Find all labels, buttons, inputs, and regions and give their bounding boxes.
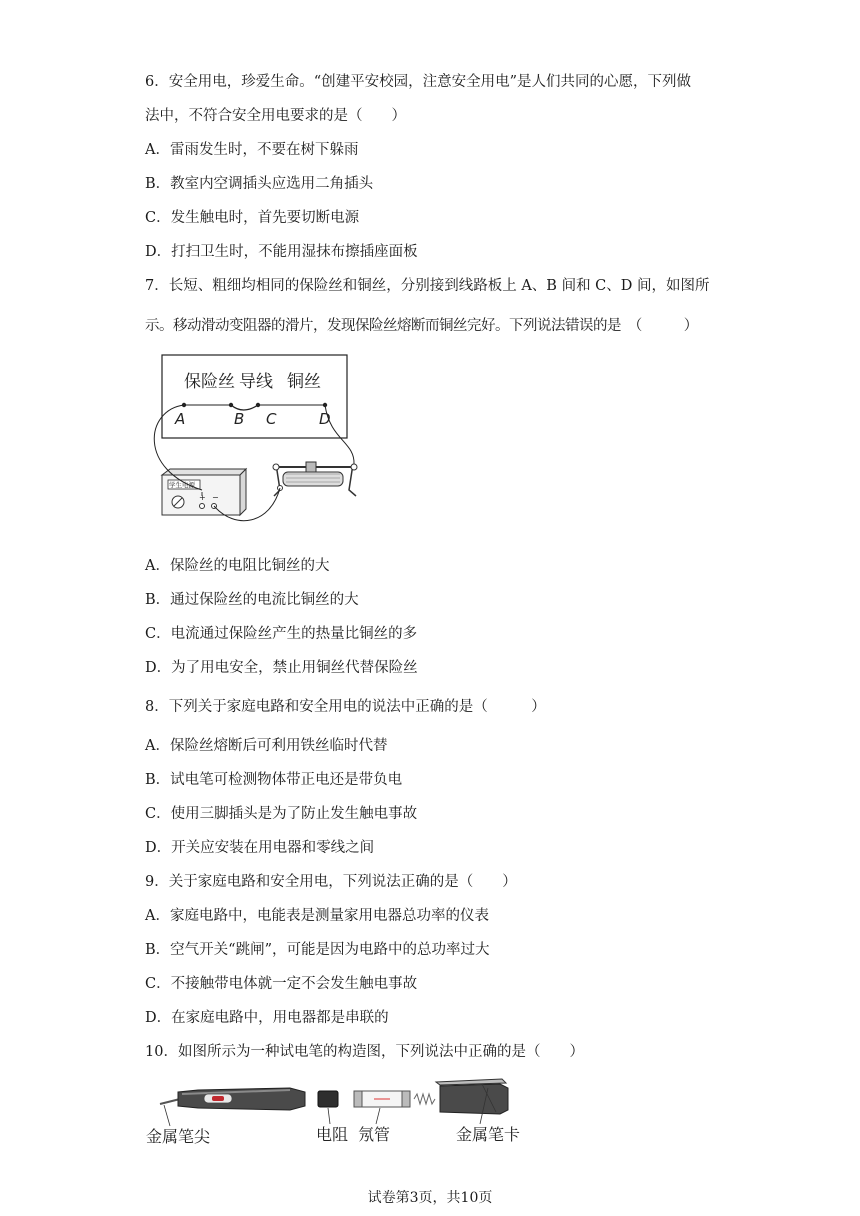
q10-stem: 10．如图所示为一种试电笔的构造图，下列说法中正确的是（ ） [145,1044,584,1060]
pen-cap [436,1079,508,1114]
board-label-fuse: 保险丝 [184,372,235,392]
sliding-rheostat [273,462,357,496]
label-metal-clip: 金属笔卡 [456,1125,521,1144]
q7-circuit-figure [140,350,370,530]
resistor [318,1091,338,1107]
q9-option-b: B．空气开关“跳闸”，可能是因为电路中的总功率过大 [145,942,490,958]
q6-option-d: D．打扫卫生时，不能用湿抹布擦插座面板 [145,244,418,260]
label-metal-tip: 金属笔尖 [146,1127,211,1146]
neon-tube [354,1091,410,1107]
q9-option-a: A．家庭电路中，电能表是测量家用电器总功率的仪表 [145,908,489,924]
point-label-d: D [319,410,331,428]
q7-option-b: B．通过保险丝的电流比铜丝的大 [145,592,359,608]
q6-option-a: A．雷雨发生时，不要在树下躲雨 [145,142,359,158]
q7-stem-line2: 示。移动滑动变阻器的滑片，发现保险丝熔断而铜丝完好。下列说法错误的是 （ ） [145,318,698,334]
q6-stem-line2: 法中，不符合安全用电要求的是（ ） [145,108,406,124]
point-label-c: C [266,410,277,428]
q6-option-c: C．发生触电时，首先要切断电源 [145,210,360,226]
q7-option-a: A．保险丝的电阻比铜丝的大 [145,558,330,574]
power-supply-label: 学生电源 [169,481,195,489]
q8-option-c: C．使用三脚插头是为了防止发生触电事故 [145,806,418,822]
board-label-copper: 铜丝 [287,372,321,392]
q8-option-a: A．保险丝熔断后可利用铁丝临时代替 [145,738,388,754]
label-neon-tube: 氖管 [358,1125,391,1144]
q8-option-b: B．试电笔可检测物体带正电还是带负电 [145,772,403,788]
point-label-a: A [175,410,186,428]
q6-option-b: B．教室内空调插头应选用二角插头 [145,176,374,192]
terminal-b [229,403,233,407]
q10-test-pen-figure [140,1074,540,1154]
label-resistor: 电阻 [316,1125,349,1144]
spring [414,1094,435,1104]
pen-body [160,1088,305,1110]
q8-option-d: D．开关应安装在用电器和零线之间 [145,840,375,856]
q7-option-c: C．电流通过保险丝产生的热量比铜丝的多 [145,626,418,642]
q7-stem-line1: 7．长短、粗细均相同的保险丝和铜丝，分别接到线路板上 A、B 间和 C、D 间，如图所 [145,278,710,294]
svg-text:−: − [212,493,219,502]
q9-stem: 9．关于家庭电路和安全用电，下列说法正确的是（ ） [145,874,517,890]
page-footer: 试卷第3页，共10页 [367,1190,493,1206]
terminal-c [256,403,260,407]
board-label-wire: 导线 [239,372,273,392]
q9-option-d: D．在家庭电路中，用电器都是串联的 [145,1010,389,1026]
svg-text:+: + [199,493,206,502]
q6-stem-line1: 6．安全用电，珍爱生命。“创建平安校园，注意安全用电”是人们共同的心愿，下列做 [145,74,692,90]
q9-option-c: C．不接触带电体就一定不会发生触电事故 [145,976,418,992]
q7-option-d: D．为了用电安全，禁止用铜丝代替保险丝 [145,660,418,676]
q8-stem: 8．下列关于家庭电路和安全用电的说法中正确的是（ ） [145,699,546,715]
point-label-b: B [234,410,245,428]
